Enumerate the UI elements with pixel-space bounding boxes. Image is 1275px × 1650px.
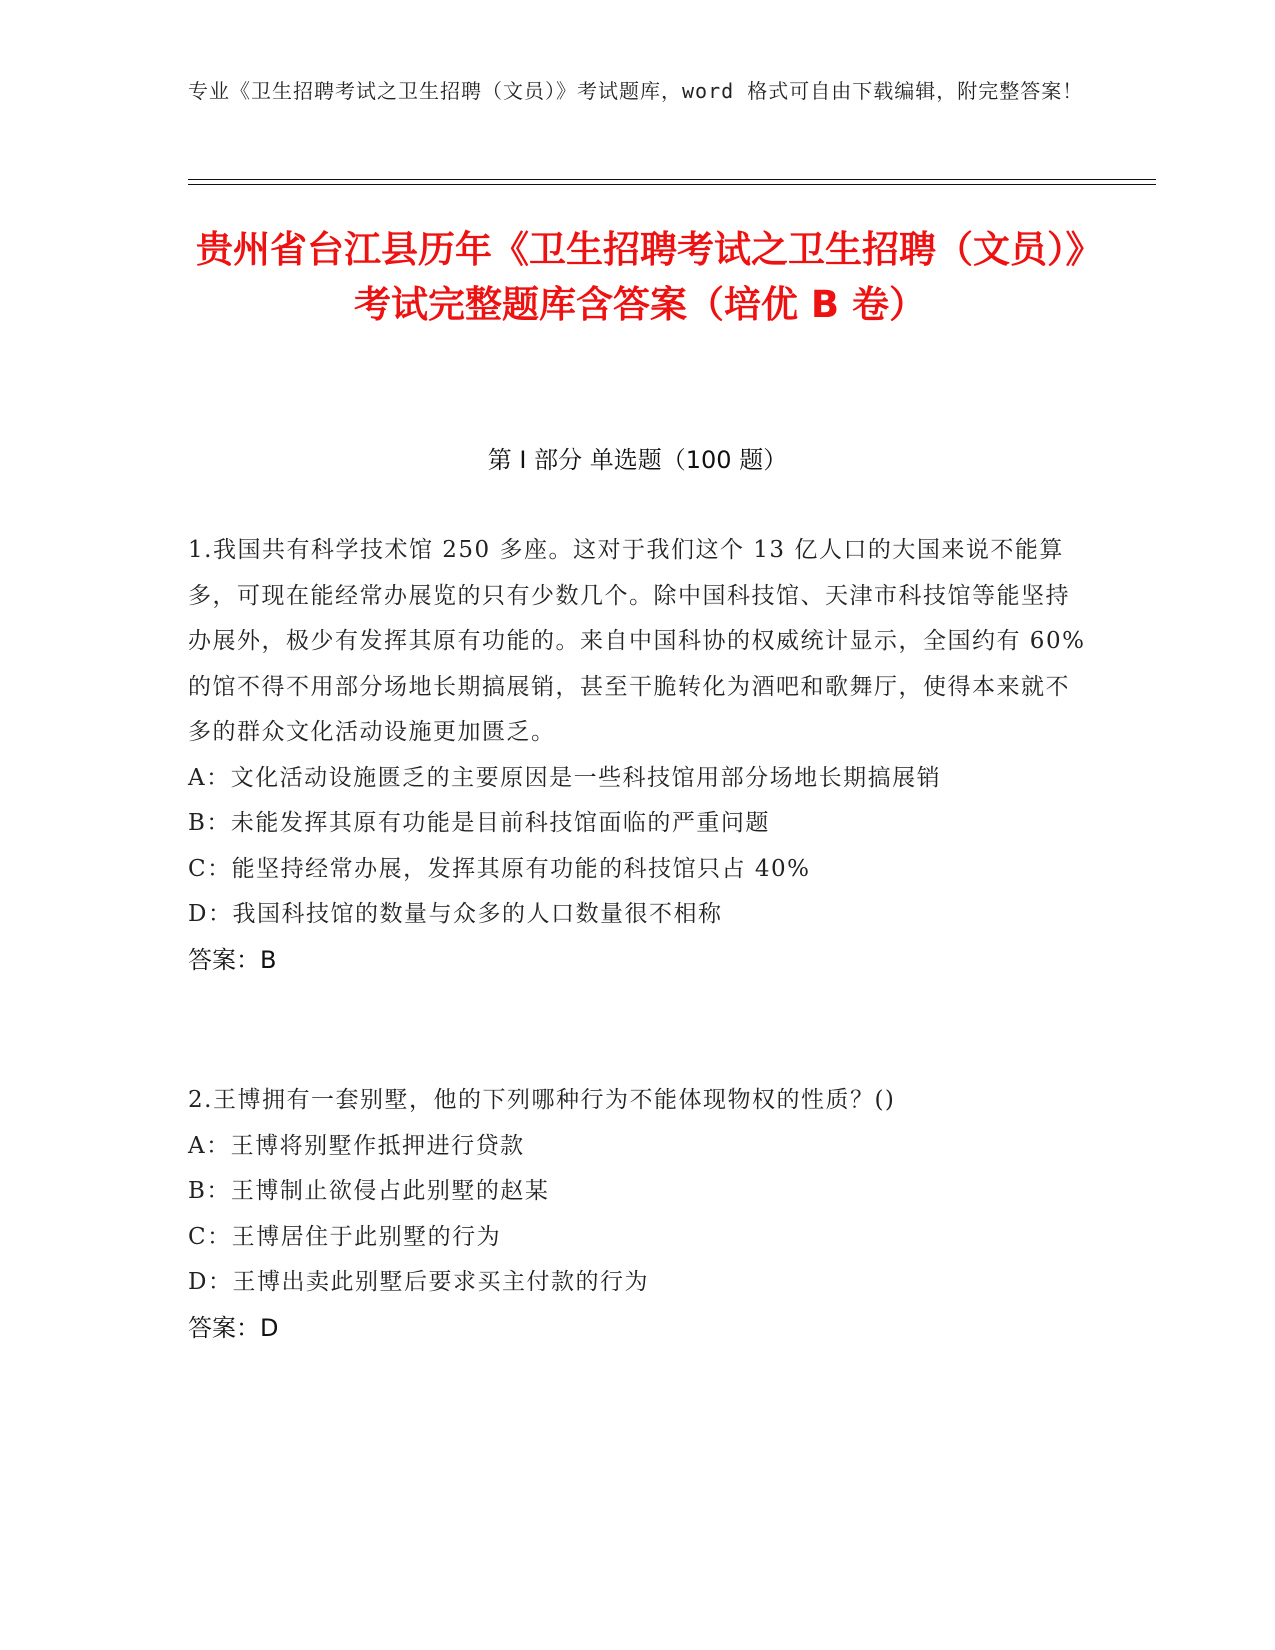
section-heading: 第 I 部分 单选题（100 题） [487,446,788,474]
question-stem: 1.我国共有科学技术馆 250 多座。这对于我们这个 13 亿人口的大国来说不能算多，可现在能经常办展览的只有少数几个。除中国科技馆、天津市科技馆等能坚持办展外，极少有发挥其原有功能的。来自中国科协的权威统计显示，全国约有 60%的馆不得不用部分场地长期搞展销，甚至干脆转化为酒吧和歌舞厅，使得本来就不多的群众文化活动设施更加匮乏。 [188,537,1086,745]
option-c: C：能坚持经常办展，发挥其原有功能的科技馆只占 40% [188,855,811,882]
question-2 [188,1078,1088,1351]
question-1 [188,528,1088,983]
option-a: A：文化活动设施匮乏的主要原因是一些科技馆用部分场地长期搞展销 [188,764,942,791]
option-b: B：未能发挥其原有功能是目前科技馆面临的严重问题 [188,810,770,836]
header-divider-top [188,179,1156,180]
header-divider-bottom [188,184,1156,185]
option-c: C：王博居住于此别墅的行为 [188,1223,502,1250]
answer: 答案：D [188,1313,279,1342]
header-note: 专业《卫生招聘考试之卫生招聘（文员）》考试题库，word 格式可自由下载编辑，附完整答案！ [188,79,1084,103]
document-title: 贵州省台江县历年《卫生招聘考试之卫生招聘（文员）》考试完整题库含答案（培优 B 卷） [196,228,1084,326]
answer: 答案：B [188,945,277,974]
option-b: B：王博制止欲侵占此别墅的赵某 [188,1178,550,1204]
option-d: D：我国科技馆的数量与众多的人口数量很不相称 [188,901,723,927]
question-stem: 2.王博拥有一套别墅，他的下列哪种行为不能体现物权的性质？() [188,1087,896,1113]
option-a: A：王博将别墅作抵押进行贷款 [188,1132,525,1159]
option-d: D：王博出卖此别墅后要求买主付款的行为 [188,1269,649,1295]
